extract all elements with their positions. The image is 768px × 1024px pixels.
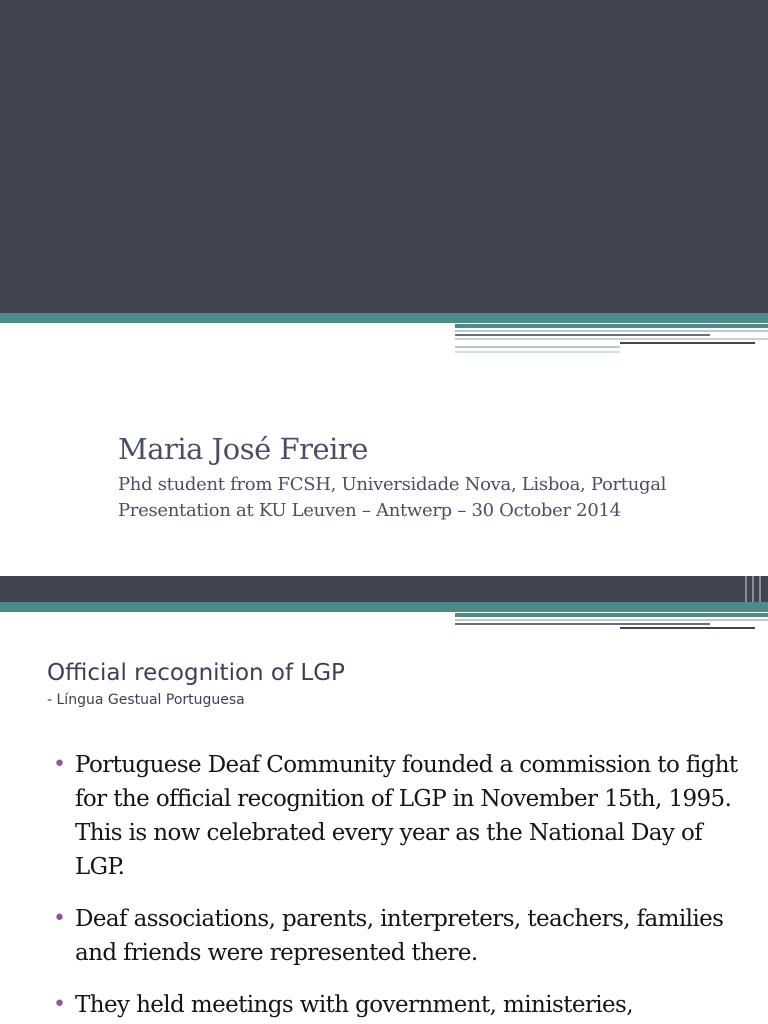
header-band: [0, 576, 768, 602]
content-slide: [0, 576, 768, 1024]
subtitle-affiliation: Phd student from FCSH, Universidade Nova, Lisboa, Portugal: [118, 474, 667, 495]
slide-subtitle: - Língua Gestual Portuguesa: [47, 692, 245, 708]
bullet-icon: •: [53, 752, 66, 777]
presenter-name: Maria José Freire: [118, 432, 368, 466]
bullet-icon: •: [53, 906, 66, 931]
teal-stripe: [0, 313, 768, 323]
list-item: • Deaf associations, parents, interpreters, teachers, families and friends were represented there.: [50, 902, 740, 970]
slide-title: Official recognition of LGP: [47, 660, 345, 686]
bullet-list: [50, 748, 740, 1024]
list-item: • Portuguese Deaf Community founded a commission to fight for the official recognition of LGP in November 15th, 1995. This is now celebrated every year as the National Day of LGP.: [50, 748, 740, 884]
bullet-icon: •: [53, 992, 66, 1017]
subtitle-presentation: Presentation at KU Leuven – Antwerp – 30 October 2014: [118, 500, 621, 521]
header-band: [0, 0, 768, 313]
list-item: • They held meetings with government, ministeries,: [50, 988, 740, 1022]
teal-stripe: [0, 602, 768, 612]
